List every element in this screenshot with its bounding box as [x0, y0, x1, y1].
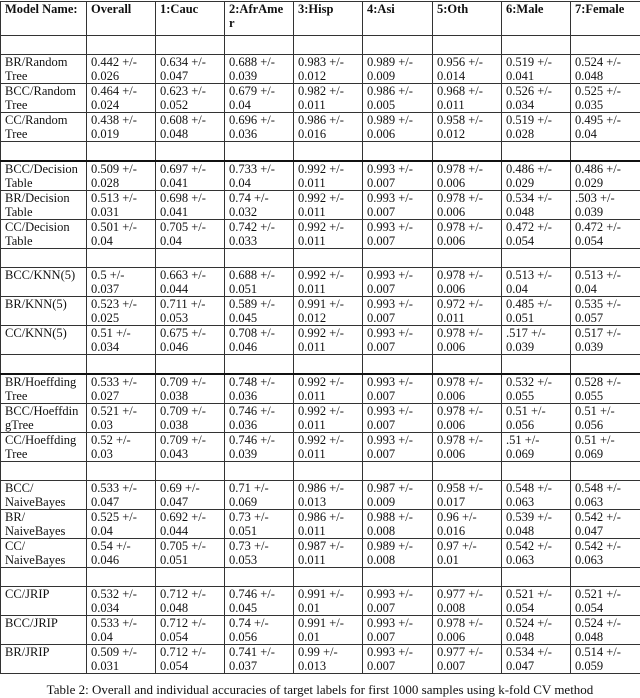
accuracy-cell: 0.675 +/- 0.046 — [156, 326, 225, 355]
accuracy-cell: 0.542 +/- 0.047 — [571, 510, 640, 539]
accuracy-cell: 0.993 +/- 0.007 — [363, 297, 433, 326]
model-name-cell: BR/JRIP — [1, 645, 87, 674]
separator-row — [1, 36, 640, 55]
model-name-cell: BCC/Decision Table — [1, 161, 87, 191]
accuracy-cell: 0.978 +/- 0.006 — [433, 191, 502, 220]
results-table — [0, 1, 640, 674]
accuracy-cell: 0.679 +/- 0.04 — [225, 84, 294, 113]
empty-cell — [502, 462, 571, 481]
empty-cell — [294, 462, 363, 481]
empty-cell — [1, 36, 87, 55]
accuracy-cell: 0.978 +/- 0.006 — [433, 326, 502, 355]
accuracy-cell: 0.524 +/- 0.048 — [571, 616, 640, 645]
empty-cell — [156, 355, 225, 375]
accuracy-cell: 0.956 +/- 0.014 — [433, 55, 502, 84]
accuracy-cell: 0.509 +/- 0.028 — [87, 161, 156, 191]
model-name-cell: BR/Decision Table — [1, 191, 87, 220]
empty-cell — [87, 249, 156, 268]
accuracy-cell: 0.99 +/- 0.013 — [294, 645, 363, 674]
accuracy-cell: 0.698 +/- 0.041 — [156, 191, 225, 220]
accuracy-cell: 0.978 +/- 0.006 — [433, 268, 502, 297]
empty-cell — [571, 142, 640, 162]
accuracy-cell: 0.51 +/- 0.034 — [87, 326, 156, 355]
empty-cell — [87, 355, 156, 375]
empty-cell — [502, 355, 571, 375]
accuracy-cell: 0.533 +/- 0.04 — [87, 616, 156, 645]
empty-cell — [294, 355, 363, 375]
table-caption: Table 2: Overall and individual accuracies of target labels for first 1000 samples using k-fold CV method — [0, 682, 640, 698]
table-row — [1, 191, 640, 220]
accuracy-cell: 0.532 +/- 0.034 — [87, 587, 156, 616]
accuracy-cell: 0.74 +/- 0.056 — [225, 616, 294, 645]
accuracy-cell: 0.525 +/- 0.04 — [87, 510, 156, 539]
accuracy-cell: 0.972 +/- 0.011 — [433, 297, 502, 326]
accuracy-cell: 0.524 +/- 0.048 — [571, 55, 640, 84]
accuracy-cell: 0.958 +/- 0.017 — [433, 481, 502, 510]
model-name-cell: BCC/Random Tree — [1, 84, 87, 113]
model-name-cell: BR/ NaiveBayes — [1, 510, 87, 539]
accuracy-cell: 0.992 +/- 0.011 — [294, 268, 363, 297]
accuracy-cell: 0.696 +/- 0.036 — [225, 113, 294, 142]
model-name-cell: BCC/ NaiveBayes — [1, 481, 87, 510]
accuracy-cell: 0.97 +/- 0.01 — [433, 539, 502, 568]
accuracy-cell: 0.513 +/- 0.04 — [571, 268, 640, 297]
accuracy-cell: 0.438 +/- 0.019 — [87, 113, 156, 142]
table-row — [1, 297, 640, 326]
model-name-cell: CC/JRIP — [1, 587, 87, 616]
model-name-cell: BR/KNN(5) — [1, 297, 87, 326]
accuracy-cell: 0.992 +/- 0.011 — [294, 404, 363, 433]
table-row — [1, 404, 640, 433]
accuracy-cell: 0.513 +/- 0.031 — [87, 191, 156, 220]
accuracy-cell: 0.5 +/- 0.037 — [87, 268, 156, 297]
accuracy-cell: 0.993 +/- 0.007 — [363, 220, 433, 249]
accuracy-cell: 0.989 +/- 0.008 — [363, 539, 433, 568]
empty-cell — [156, 249, 225, 268]
empty-cell — [433, 568, 502, 587]
accuracy-cell: 0.69 +/- 0.047 — [156, 481, 225, 510]
accuracy-cell: 0.712 +/- 0.054 — [156, 645, 225, 674]
empty-cell — [433, 462, 502, 481]
table-row — [1, 539, 640, 568]
accuracy-cell: 0.733 +/- 0.04 — [225, 161, 294, 191]
empty-cell — [363, 249, 433, 268]
table-row — [1, 161, 640, 191]
empty-cell — [1, 462, 87, 481]
accuracy-cell: 0.993 +/- 0.007 — [363, 191, 433, 220]
accuracy-cell: 0.709 +/- 0.043 — [156, 433, 225, 462]
model-name-cell: BCC/Hoeffdin gTree — [1, 404, 87, 433]
empty-cell — [87, 36, 156, 55]
empty-cell — [363, 142, 433, 162]
table-row — [1, 433, 640, 462]
accuracy-cell: 0.51 +/- 0.069 — [571, 433, 640, 462]
accuracy-cell: 0.992 +/- 0.011 — [294, 161, 363, 191]
empty-cell — [225, 249, 294, 268]
accuracy-cell: 0.993 +/- 0.007 — [363, 587, 433, 616]
empty-cell — [225, 142, 294, 162]
accuracy-cell: 0.988 +/- 0.008 — [363, 510, 433, 539]
empty-cell — [502, 36, 571, 55]
empty-cell — [225, 355, 294, 375]
empty-cell — [571, 462, 640, 481]
empty-cell — [87, 142, 156, 162]
accuracy-cell: 0.993 +/- 0.007 — [363, 161, 433, 191]
accuracy-cell: 0.977 +/- 0.007 — [433, 645, 502, 674]
accuracy-cell: .503 +/- 0.039 — [571, 191, 640, 220]
accuracy-cell: 0.977 +/- 0.008 — [433, 587, 502, 616]
empty-cell — [294, 36, 363, 55]
accuracy-cell: 0.539 +/- 0.048 — [502, 510, 571, 539]
empty-cell — [87, 568, 156, 587]
accuracy-cell: 0.748 +/- 0.036 — [225, 374, 294, 404]
accuracy-cell: 0.746 +/- 0.039 — [225, 433, 294, 462]
accuracy-cell: 0.986 +/- 0.013 — [294, 481, 363, 510]
model-name-cell: CC/Decision Table — [1, 220, 87, 249]
accuracy-cell: 0.992 +/- 0.011 — [294, 326, 363, 355]
accuracy-cell: 0.978 +/- 0.006 — [433, 374, 502, 404]
accuracy-cell: 0.533 +/- 0.027 — [87, 374, 156, 404]
empty-cell — [225, 36, 294, 55]
accuracy-cell: 0.542 +/- 0.063 — [502, 539, 571, 568]
accuracy-cell: 0.73 +/- 0.051 — [225, 510, 294, 539]
accuracy-cell: 0.991 +/- 0.01 — [294, 616, 363, 645]
accuracy-cell: 0.708 +/- 0.046 — [225, 326, 294, 355]
empty-cell — [1, 355, 87, 375]
separator-row — [1, 355, 640, 375]
table-row — [1, 616, 640, 645]
accuracy-cell: 0.741 +/- 0.037 — [225, 645, 294, 674]
accuracy-cell: 0.993 +/- 0.007 — [363, 616, 433, 645]
table-row — [1, 84, 640, 113]
empty-cell — [502, 249, 571, 268]
accuracy-cell: 0.983 +/- 0.012 — [294, 55, 363, 84]
table-row — [1, 268, 640, 297]
accuracy-cell: 0.52 +/- 0.03 — [87, 433, 156, 462]
empty-cell — [571, 568, 640, 587]
accuracy-cell: 0.73 +/- 0.053 — [225, 539, 294, 568]
accuracy-cell: 0.709 +/- 0.038 — [156, 374, 225, 404]
table-row — [1, 510, 640, 539]
accuracy-cell: 0.501 +/- 0.04 — [87, 220, 156, 249]
accuracy-cell: 0.523 +/- 0.025 — [87, 297, 156, 326]
empty-cell — [294, 249, 363, 268]
column-header: 3:Hisp — [294, 2, 363, 36]
accuracy-cell: 0.692 +/- 0.044 — [156, 510, 225, 539]
accuracy-cell: 0.634 +/- 0.047 — [156, 55, 225, 84]
separator-row — [1, 249, 640, 268]
accuracy-cell: 0.991 +/- 0.012 — [294, 297, 363, 326]
model-name-cell: BR/Hoeffding Tree — [1, 374, 87, 404]
column-header: 6:Male — [502, 2, 571, 36]
accuracy-cell: 0.705 +/- 0.051 — [156, 539, 225, 568]
accuracy-cell: 0.521 +/- 0.03 — [87, 404, 156, 433]
accuracy-cell: 0.986 +/- 0.011 — [294, 510, 363, 539]
accuracy-cell: 0.987 +/- 0.011 — [294, 539, 363, 568]
empty-cell — [156, 462, 225, 481]
accuracy-cell: 0.993 +/- 0.007 — [363, 374, 433, 404]
model-name-cell: CC/KNN(5) — [1, 326, 87, 355]
table-row — [1, 55, 640, 84]
empty-cell — [433, 355, 502, 375]
table-row — [1, 587, 640, 616]
accuracy-cell: 0.993 +/- 0.007 — [363, 326, 433, 355]
accuracy-cell: 0.992 +/- 0.011 — [294, 433, 363, 462]
empty-cell — [1, 249, 87, 268]
accuracy-cell: 0.978 +/- 0.006 — [433, 404, 502, 433]
empty-cell — [363, 355, 433, 375]
accuracy-cell: 0.688 +/- 0.051 — [225, 268, 294, 297]
empty-cell — [363, 568, 433, 587]
accuracy-cell: 0.534 +/- 0.048 — [502, 191, 571, 220]
model-name-cell: CC/ NaiveBayes — [1, 539, 87, 568]
accuracy-cell: 0.71 +/- 0.069 — [225, 481, 294, 510]
accuracy-cell: 0.978 +/- 0.006 — [433, 161, 502, 191]
accuracy-cell: 0.712 +/- 0.048 — [156, 587, 225, 616]
empty-cell — [433, 36, 502, 55]
accuracy-cell: 0.442 +/- 0.026 — [87, 55, 156, 84]
accuracy-cell: 0.548 +/- 0.063 — [571, 481, 640, 510]
empty-cell — [294, 568, 363, 587]
empty-cell — [571, 36, 640, 55]
accuracy-cell: 0.96 +/- 0.016 — [433, 510, 502, 539]
empty-cell — [363, 36, 433, 55]
accuracy-cell: 0.746 +/- 0.036 — [225, 404, 294, 433]
accuracy-cell: 0.472 +/- 0.054 — [571, 220, 640, 249]
accuracy-cell: 0.521 +/- 0.054 — [571, 587, 640, 616]
accuracy-cell: 0.528 +/- 0.055 — [571, 374, 640, 404]
accuracy-cell: 0.608 +/- 0.048 — [156, 113, 225, 142]
empty-cell — [571, 355, 640, 375]
accuracy-cell: 0.993 +/- 0.007 — [363, 268, 433, 297]
table-row — [1, 374, 640, 404]
model-name-cell: CC/Hoeffding Tree — [1, 433, 87, 462]
separator-row — [1, 142, 640, 162]
accuracy-cell: 0.709 +/- 0.038 — [156, 404, 225, 433]
accuracy-cell: 0.514 +/- 0.059 — [571, 645, 640, 674]
accuracy-cell: 0.589 +/- 0.045 — [225, 297, 294, 326]
accuracy-cell: 0.517 +/- 0.039 — [571, 326, 640, 355]
column-header: 5:Oth — [433, 2, 502, 36]
empty-cell — [225, 568, 294, 587]
empty-cell — [502, 568, 571, 587]
accuracy-cell: 0.746 +/- 0.045 — [225, 587, 294, 616]
model-name-cell: BR/Random Tree — [1, 55, 87, 84]
column-header: 7:Female — [571, 2, 640, 36]
accuracy-cell: 0.986 +/- 0.005 — [363, 84, 433, 113]
accuracy-cell: 0.986 +/- 0.016 — [294, 113, 363, 142]
empty-cell — [363, 462, 433, 481]
accuracy-cell: 0.987 +/- 0.009 — [363, 481, 433, 510]
accuracy-cell: 0.526 +/- 0.034 — [502, 84, 571, 113]
accuracy-cell: 0.958 +/- 0.012 — [433, 113, 502, 142]
accuracy-cell: 0.623 +/- 0.052 — [156, 84, 225, 113]
empty-cell — [433, 142, 502, 162]
empty-cell — [156, 142, 225, 162]
empty-cell — [502, 142, 571, 162]
accuracy-cell: 0.978 +/- 0.006 — [433, 433, 502, 462]
accuracy-cell: 0.485 +/- 0.051 — [502, 297, 571, 326]
accuracy-cell: 0.992 +/- 0.011 — [294, 191, 363, 220]
empty-cell — [294, 142, 363, 162]
table-row — [1, 220, 640, 249]
accuracy-cell: 0.509 +/- 0.031 — [87, 645, 156, 674]
accuracy-cell: 0.968 +/- 0.011 — [433, 84, 502, 113]
accuracy-cell: 0.495 +/- 0.04 — [571, 113, 640, 142]
table-row — [1, 481, 640, 510]
accuracy-cell: 0.978 +/- 0.006 — [433, 220, 502, 249]
accuracy-cell: 0.697 +/- 0.041 — [156, 161, 225, 191]
accuracy-cell: 0.524 +/- 0.048 — [502, 616, 571, 645]
empty-cell — [87, 462, 156, 481]
accuracy-cell: 0.688 +/- 0.039 — [225, 55, 294, 84]
accuracy-cell: 0.705 +/- 0.04 — [156, 220, 225, 249]
accuracy-cell: 0.513 +/- 0.04 — [502, 268, 571, 297]
accuracy-cell: .517 +/- 0.039 — [502, 326, 571, 355]
accuracy-cell: 0.472 +/- 0.054 — [502, 220, 571, 249]
column-header: Model Name: — [1, 2, 87, 36]
accuracy-cell: 0.535 +/- 0.057 — [571, 297, 640, 326]
accuracy-cell: 0.978 +/- 0.006 — [433, 616, 502, 645]
accuracy-cell: 0.712 +/- 0.054 — [156, 616, 225, 645]
column-header: 4:Asi — [363, 2, 433, 36]
accuracy-cell: 0.54 +/- 0.046 — [87, 539, 156, 568]
empty-cell — [156, 36, 225, 55]
accuracy-cell: 0.486 +/- 0.029 — [571, 161, 640, 191]
table-row — [1, 113, 640, 142]
column-header: 1:Cauc — [156, 2, 225, 36]
table-row — [1, 326, 640, 355]
table-row — [1, 645, 640, 674]
accuracy-cell: 0.519 +/- 0.028 — [502, 113, 571, 142]
accuracy-cell: 0.486 +/- 0.029 — [502, 161, 571, 191]
accuracy-cell: 0.711 +/- 0.053 — [156, 297, 225, 326]
accuracy-cell: 0.989 +/- 0.009 — [363, 55, 433, 84]
separator-row — [1, 568, 640, 587]
accuracy-cell: 0.993 +/- 0.007 — [363, 404, 433, 433]
accuracy-cell: 0.534 +/- 0.047 — [502, 645, 571, 674]
accuracy-cell: 0.989 +/- 0.006 — [363, 113, 433, 142]
accuracy-cell: 0.992 +/- 0.011 — [294, 220, 363, 249]
empty-cell — [571, 249, 640, 268]
accuracy-cell: 0.521 +/- 0.054 — [502, 587, 571, 616]
accuracy-cell: 0.532 +/- 0.055 — [502, 374, 571, 404]
accuracy-cell: 0.464 +/- 0.024 — [87, 84, 156, 113]
accuracy-cell: 0.991 +/- 0.01 — [294, 587, 363, 616]
model-name-cell: BCC/JRIP — [1, 616, 87, 645]
accuracy-cell: 0.982 +/- 0.011 — [294, 84, 363, 113]
empty-cell — [156, 568, 225, 587]
accuracy-cell: 0.993 +/- 0.007 — [363, 645, 433, 674]
column-header: 2:AfrAme r — [225, 2, 294, 36]
empty-cell — [433, 249, 502, 268]
empty-cell — [1, 142, 87, 162]
accuracy-cell: 0.51 +/- 0.056 — [502, 404, 571, 433]
accuracy-cell: 0.519 +/- 0.041 — [502, 55, 571, 84]
column-header: Overall — [87, 2, 156, 36]
empty-cell — [225, 462, 294, 481]
empty-cell — [1, 568, 87, 587]
accuracy-cell: 0.542 +/- 0.063 — [571, 539, 640, 568]
accuracy-cell: 0.742 +/- 0.033 — [225, 220, 294, 249]
accuracy-cell: 0.533 +/- 0.047 — [87, 481, 156, 510]
accuracy-cell: 0.525 +/- 0.035 — [571, 84, 640, 113]
accuracy-cell: 0.548 +/- 0.063 — [502, 481, 571, 510]
accuracy-cell: 0.74 +/- 0.032 — [225, 191, 294, 220]
separator-row — [1, 462, 640, 481]
accuracy-cell: 0.51 +/- 0.056 — [571, 404, 640, 433]
header-row — [1, 2, 640, 36]
accuracy-cell: .51 +/- 0.069 — [502, 433, 571, 462]
accuracy-cell: 0.992 +/- 0.011 — [294, 374, 363, 404]
accuracy-cell: 0.663 +/- 0.044 — [156, 268, 225, 297]
model-name-cell: CC/Random Tree — [1, 113, 87, 142]
accuracy-cell: 0.993 +/- 0.007 — [363, 433, 433, 462]
model-name-cell: BCC/KNN(5) — [1, 268, 87, 297]
